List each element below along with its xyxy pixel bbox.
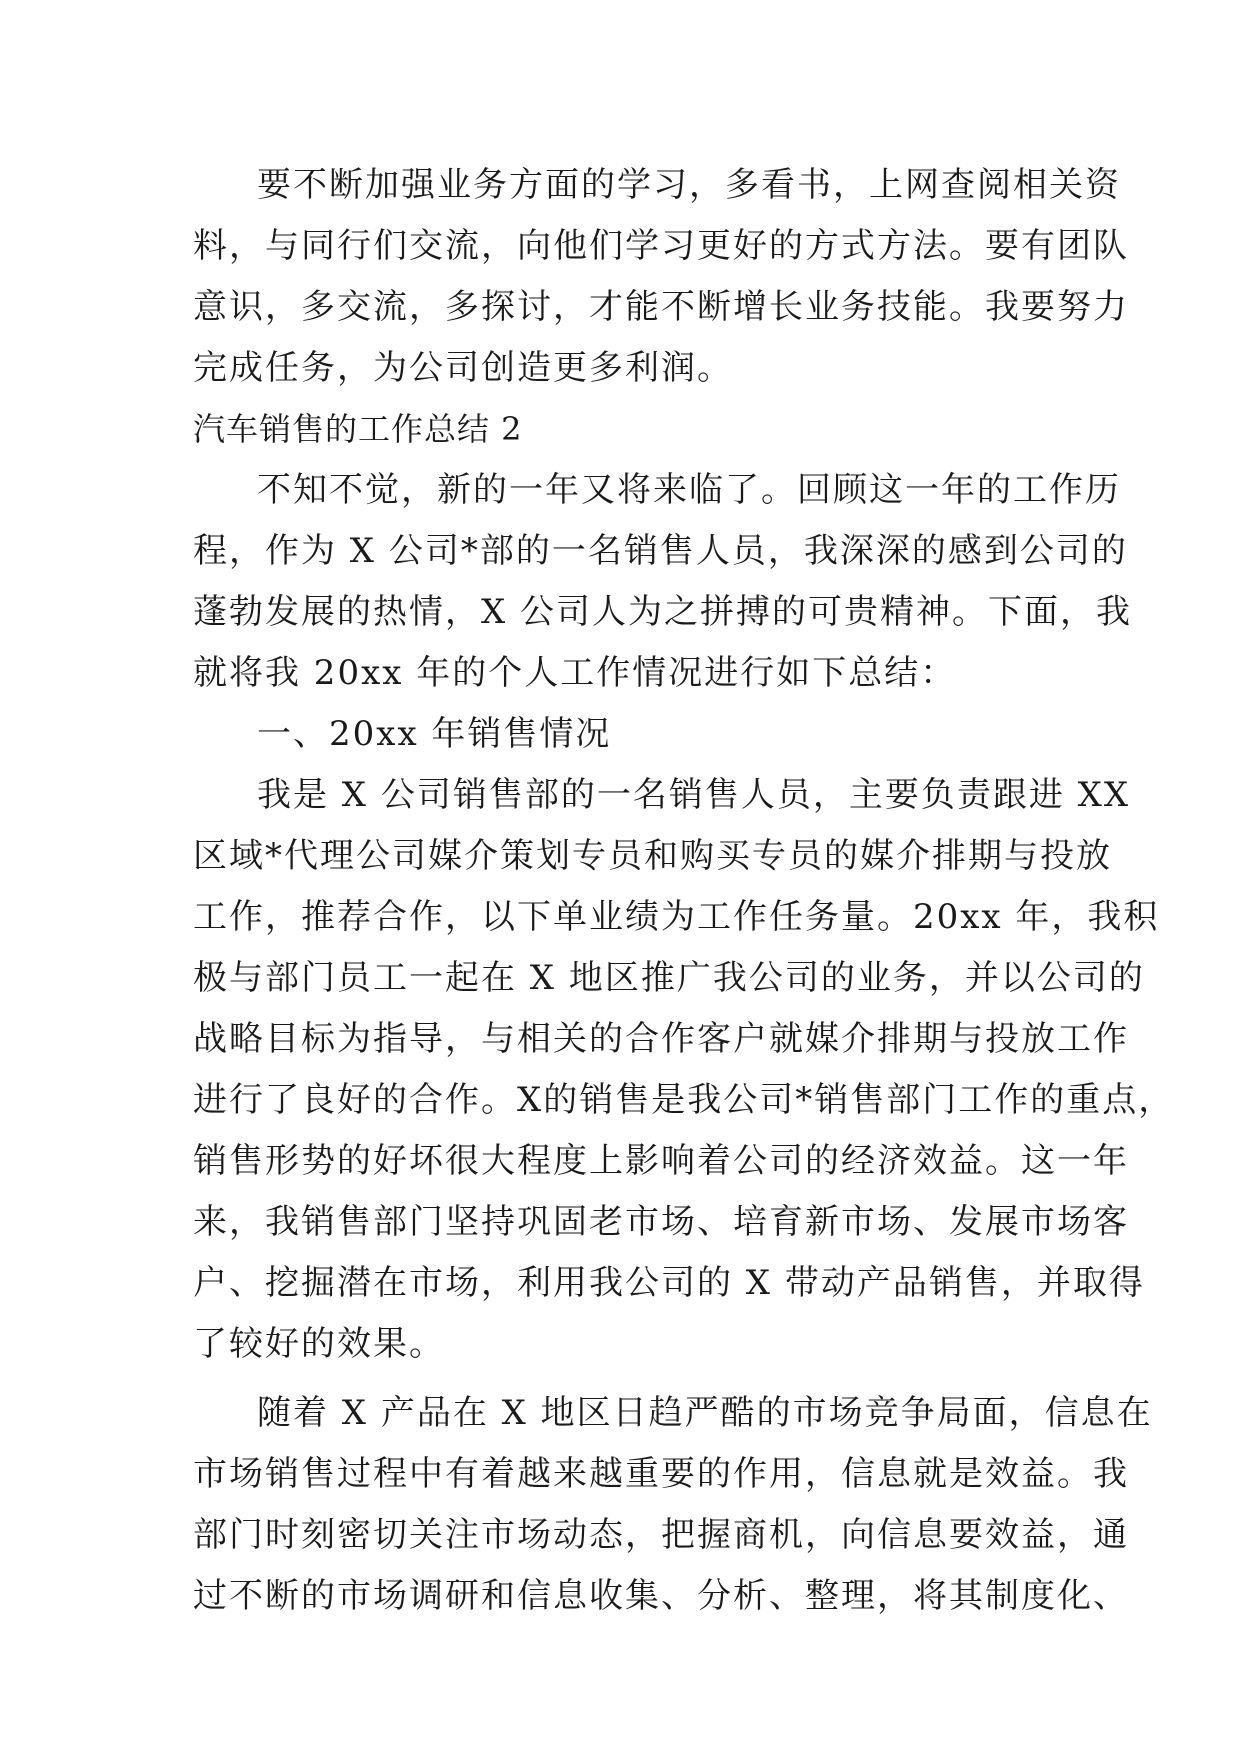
paragraph-line: 蓬勃发展的热情，X 公司人为之拼搏的可贵精神。下面，我 — [193, 592, 1133, 632]
paragraph-line: 进行了良好的合作。X的销售是我公司*销售部门工作的重点， — [193, 1080, 1175, 1120]
paragraph-line: 随着 X 产品在 X 地区日趋严酷的市场竞争局面，信息在 — [257, 1393, 1153, 1433]
paragraph-gap — [193, 1375, 1051, 1383]
paragraph-line: 工作，推荐合作，以下单业绩为工作任务量。20xx 年，我积 — [193, 897, 1160, 937]
paragraph-line: 极与部门员工一起在 X 地区推广我公司的业务，并以公司的 — [193, 958, 1145, 998]
paragraph-line: 销售形势的好坏很大程度上影响着公司的经济效益。这一年 — [193, 1141, 1129, 1181]
paragraph-line: 程，作为 X 公司*部的一名销售人员，我深深的感到公司的 — [193, 531, 1128, 571]
paragraph-line: 部门时刻密切关注市场动态，把握商机，向信息要效益，通 — [193, 1515, 1129, 1555]
paragraph-line: 不知不觉，新的一年又将来临了。回顾这一年的工作历 — [257, 470, 1121, 510]
paragraph-line: 就将我 20xx 年的个人工作情况进行如下总结： — [193, 653, 957, 693]
section-title: 汽车销售的工作总结 2 — [193, 410, 523, 448]
paragraph-line: 战略目标为指导，与相关的合作客户就媒介排期与投放工作 — [193, 1019, 1129, 1059]
paragraph-line: 过不断的市场调研和信息收集、分析、整理，将其制度化、 — [193, 1576, 1129, 1616]
paragraph-line: 要不断加强业务方面的学习，多看书，上网查阅相关资 — [257, 165, 1121, 205]
paragraph-line: 意识，多交流，多探讨，才能不断增长业务技能。我要努力 — [193, 287, 1129, 327]
document-page — [193, 155, 1175, 1627]
subsection-title: 一、20xx 年销售情况 — [257, 714, 612, 754]
paragraph-line: 了较好的效果。 — [193, 1324, 445, 1364]
paragraph-line: 我是 X 公司销售部的一名销售人员，主要负责跟进 XX — [257, 775, 1131, 815]
paragraph-line: 料，与同行们交流，向他们学习更好的方式方法。要有团队 — [193, 226, 1129, 266]
paragraph-line: 市场销售过程中有着越来越重要的作用，信息就是效益。我 — [193, 1454, 1129, 1494]
paragraph-line: 户、挖掘潜在市场，利用我公司的 X 带动产品销售，并取得 — [193, 1263, 1145, 1303]
paragraph-line: 来，我销售部门坚持巩固老市场、培育新市场、发展市场客 — [193, 1202, 1129, 1242]
paragraph-line: 完成任务，为公司创造更多利润。 — [193, 348, 733, 388]
paragraph-line: 区域*代理公司媒介策划专员和购买专员的媒介排期与投放 — [193, 836, 1112, 876]
